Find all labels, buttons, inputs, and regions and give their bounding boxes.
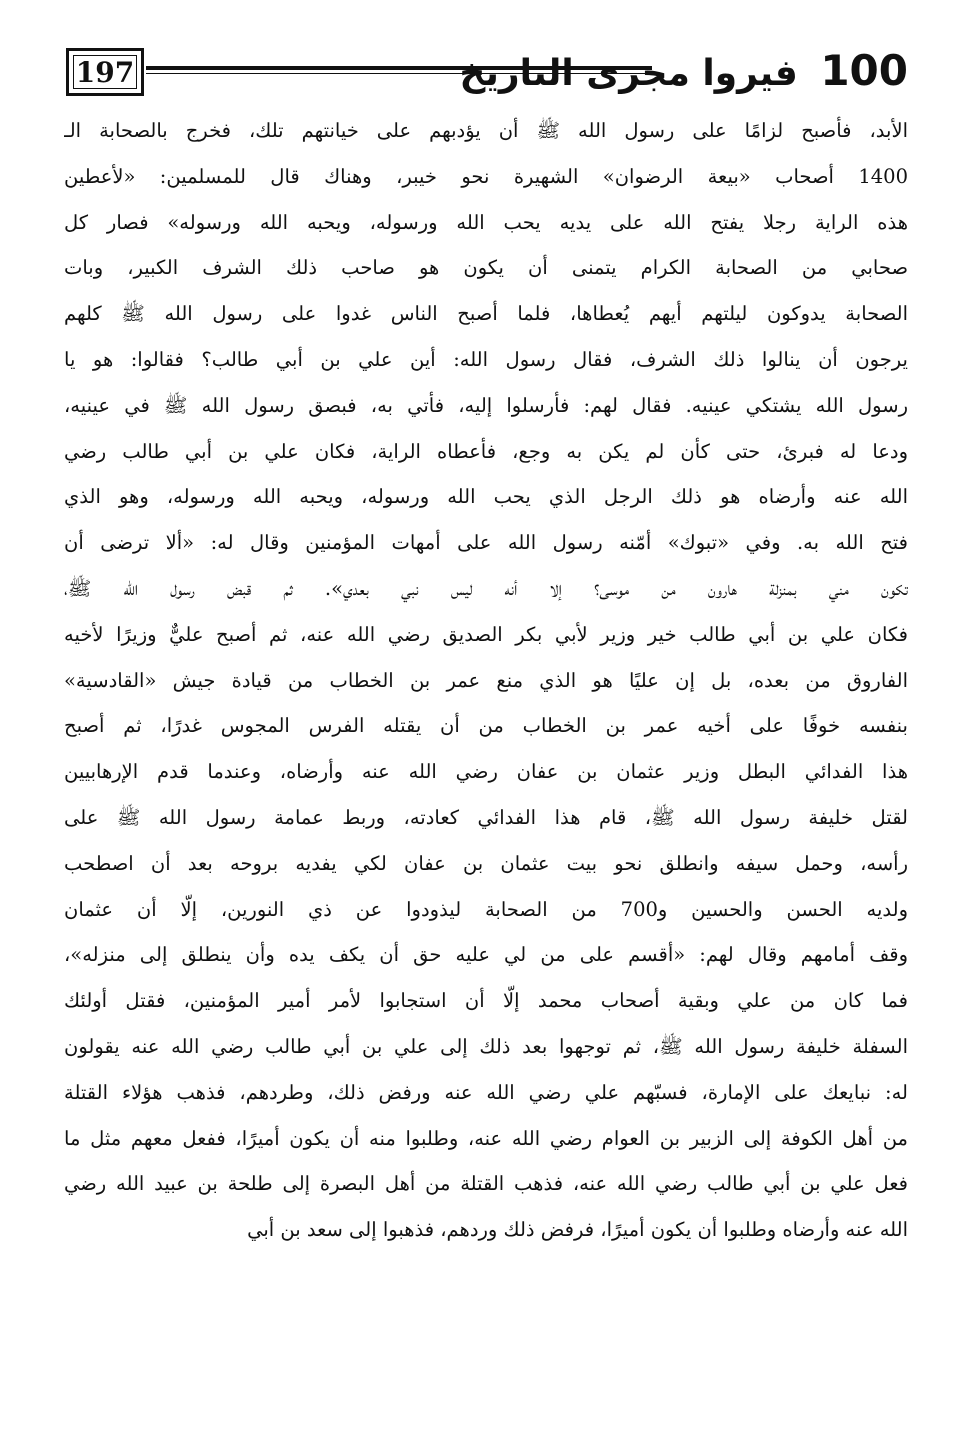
text-line: 1400 أصحاب «بيعة الرضوان» الشهيرة نحو خيبر، وهناك قال للمسلمين: «لأعطين	[64, 164, 908, 188]
text-line: من أهل الكوفة إلى الزبير بن العوام رضي الله عنه، وطلبوا منه أن يكون أميرًا، ففعل معهم مثل ما	[64, 1126, 908, 1150]
text-line: فعل علي بن أبي طالب رضي الله عنه، فذهب القتلة من أهل البصرة إلى طلحة بن عبيد الله رضي	[64, 1172, 908, 1196]
running-title	[459, 42, 908, 103]
page-number: 197	[66, 48, 144, 96]
body-text	[64, 108, 908, 1253]
text-line: صحابي من الصحابة الكرام يتمنى أن يكون هو صاحب ذلك الشرف الكبير، وبات	[64, 256, 908, 280]
text-line: ولديه الحسن والحسين و700 من الصحابة ليذودوا عن ذي النورين، إلّا أن عثمان	[64, 897, 908, 921]
text-line: وقف أمامهم وقال لهم: «أقسم على من لي عليه حق أن يكف يده وأن ينطلق إلى منزله»،	[64, 943, 908, 967]
text-line: هذا الفدائي البطل وزير عثمان بن عفان رضي الله عنه وأرضاه، وعندما قدم الإرهابيين	[64, 760, 908, 784]
text-line: فما كان من علي وبقية أصحاب محمد إلّا أن استجابوا لأمر أمير المؤمنين، فقتل أولئك	[64, 989, 908, 1013]
text-line: السفلة خليفة رسول الله ﷺ، ثم توجهوا بعد ذلك إلى علي بن أبي طالب رضي الله عنه يقولون	[64, 1034, 908, 1058]
page-header	[66, 42, 908, 106]
text-line: الله عنه وأرضاه هو ذلك الرجل الذي يحب الله ورسوله، ويحبه الله ورسوله، وهو الذي	[64, 485, 908, 509]
text-line: فكان علي بن أبي طالب خير وزير لأبي بكر الصديق رضي الله عنه، ثم أصبح عليٌّ وزيرًا لأخيه	[64, 622, 908, 646]
text-line: فتح الله به. وفي «تبوك» أمّنه رسول الله على أمهات المؤمنين وقال له: «ألا ترضى أن	[64, 531, 908, 555]
text-line: ودعا له فبرئ، حتى كأن لم يكن به وجع، فأعطاه الراية، فكان علي بن أبي طالب رضي	[64, 439, 908, 463]
text-line: لقتل خليفة رسول الله ﷺ، قام هذا الفدائي كعادته، وربط عمامة رسول الله ﷺ على	[64, 805, 908, 829]
text-line: له: نبايعك على الإمارة، فسبّهم علي رضي الله عنه ورفض ذلك، وطردهم، فذهب هؤلاء القتلة	[64, 1080, 908, 1104]
text-line: الفاروق من بعده، بل إن عليًا هو الذي منع عمر بن الخطاب من قيادة جيش «القادسية»	[64, 668, 908, 692]
running-title-text: فيروا مجرى التاريخ	[459, 53, 798, 94]
text-line: رأسه، وحمل سيفه وانطلق نحو بيت عثمان بن عفان لكي يفديه بروحه بعد أن اصطحب	[64, 851, 908, 875]
text-line: تكون مني بمنزلة هارون من موسى؟ إلا أنه ليس نبي بعدي». ثم قبض رسول الله ﷺ،	[64, 576, 908, 600]
text-line: رسول الله يشتكي عينيه. فقال لهم: فأرسلوا إليه، فأتي به، فبصق رسول الله ﷺ في عينيه،	[64, 393, 908, 417]
text-line: هذه الراية رجلا يفتح الله على يديه يحب الله ورسوله، ويحبه الله ورسوله» فصار كل	[64, 210, 908, 234]
text-line: يرجون أن ينالوا ذلك الشرف، فقال رسول الله: أين علي بن أبي طالب؟ فقالوا: هو يا	[64, 347, 908, 371]
text-line: بنفسه خوفًا على أخيه عمر بن الخطاب من أن يقتله الفرس المجوس غدرًا، ثم أصبح	[64, 714, 908, 738]
running-title-number: 100	[820, 46, 908, 95]
text-line: الصحابة يدوكون ليلتهم أيهم يُعطاها، فلما أصبح الناس غدوا على رسول الله ﷺ كلهم	[64, 302, 908, 326]
text-line: الأبد، فأصبح لزامًا على رسول الله ﷺ أن يؤدبهم على خيانتهم تلك، فخرج بالصحابة الـ	[64, 119, 908, 142]
text-line: الله عنه وأرضاه وطلبوا أن يكون أميرًا، فرفض ذلك وردهم، فذهبوا إلى سعد بن أبي	[247, 1218, 908, 1242]
